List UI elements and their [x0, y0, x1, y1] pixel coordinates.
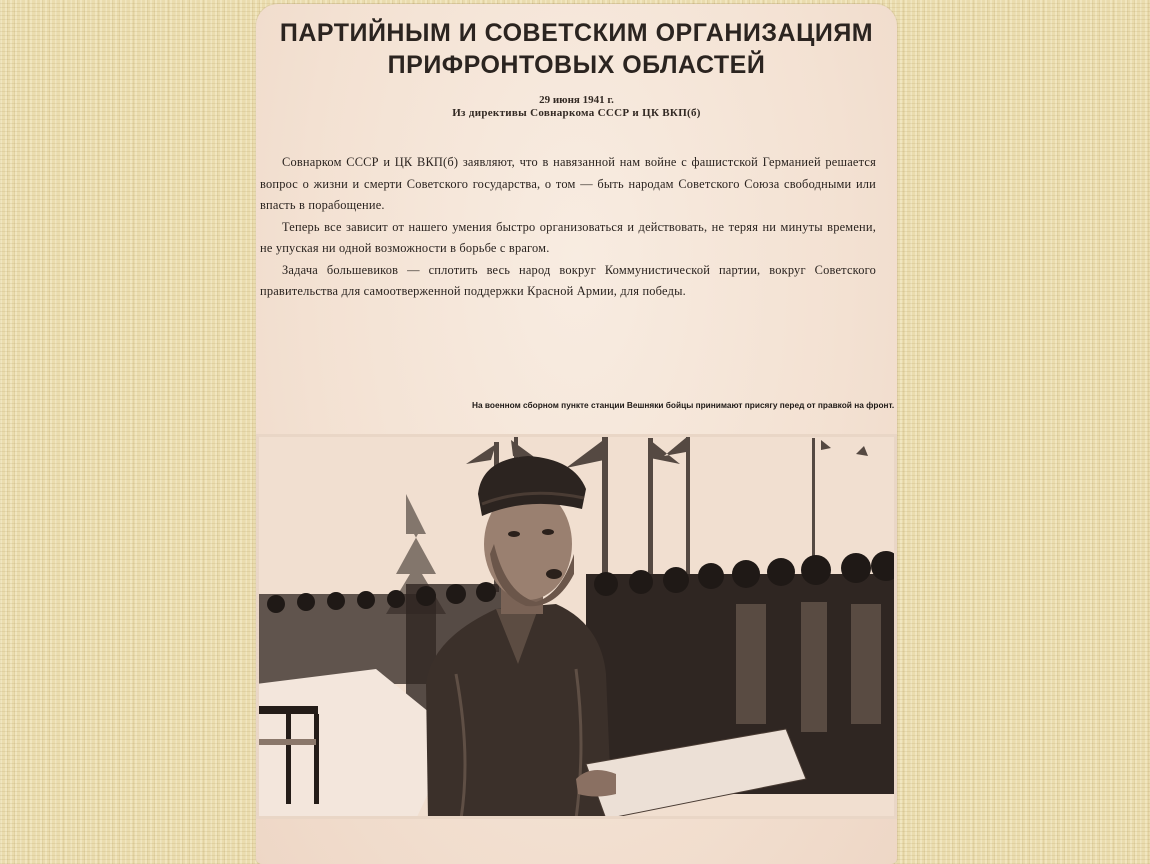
oath-photo-illustration — [256, 434, 897, 819]
paragraph-1: Совнарком СССР и ЦК ВКП(б) заявляют, что в навязанной нам войне с фашистской Германией решается вопрос о жизни и смерти Советского государства, о том — быть народам Советского Союза свободными или впасть в порабощение. — [260, 155, 876, 212]
photo-caption: На военном сборном пункте станции Вешняки бойцы принимают присягу перед от правкой на фронт. — [472, 400, 895, 410]
document-date: 29 июня 1941 г. — [539, 94, 614, 106]
directive-text — [260, 152, 876, 303]
oath-photo — [256, 434, 897, 819]
paragraph-3: Задача большевиков — сплотить весь народ вокруг Коммунистической партии, вокруг Советского правительства для самоотверженной поддержки Красной Армии, для победы. — [260, 262, 876, 298]
title-line-2: ПРИФРОНТОВЫХ ОБЛАСТЕЙ — [387, 51, 766, 79]
paragraph-2: Теперь все зависит от нашего умения быстро организоваться и действовать, не теряя ни минуты времени, не упуская ни одной возможности в борьбе с врагом. — [260, 219, 876, 255]
document-source: Из директивы Совнаркома СССР и ЦК ВКП(б) — [452, 107, 701, 119]
document-page — [256, 4, 897, 864]
title-line-1: ПАРТИЙНЫМ И СОВЕТСКИМ ОРГАНИЗАЦИЯМ — [279, 19, 874, 47]
